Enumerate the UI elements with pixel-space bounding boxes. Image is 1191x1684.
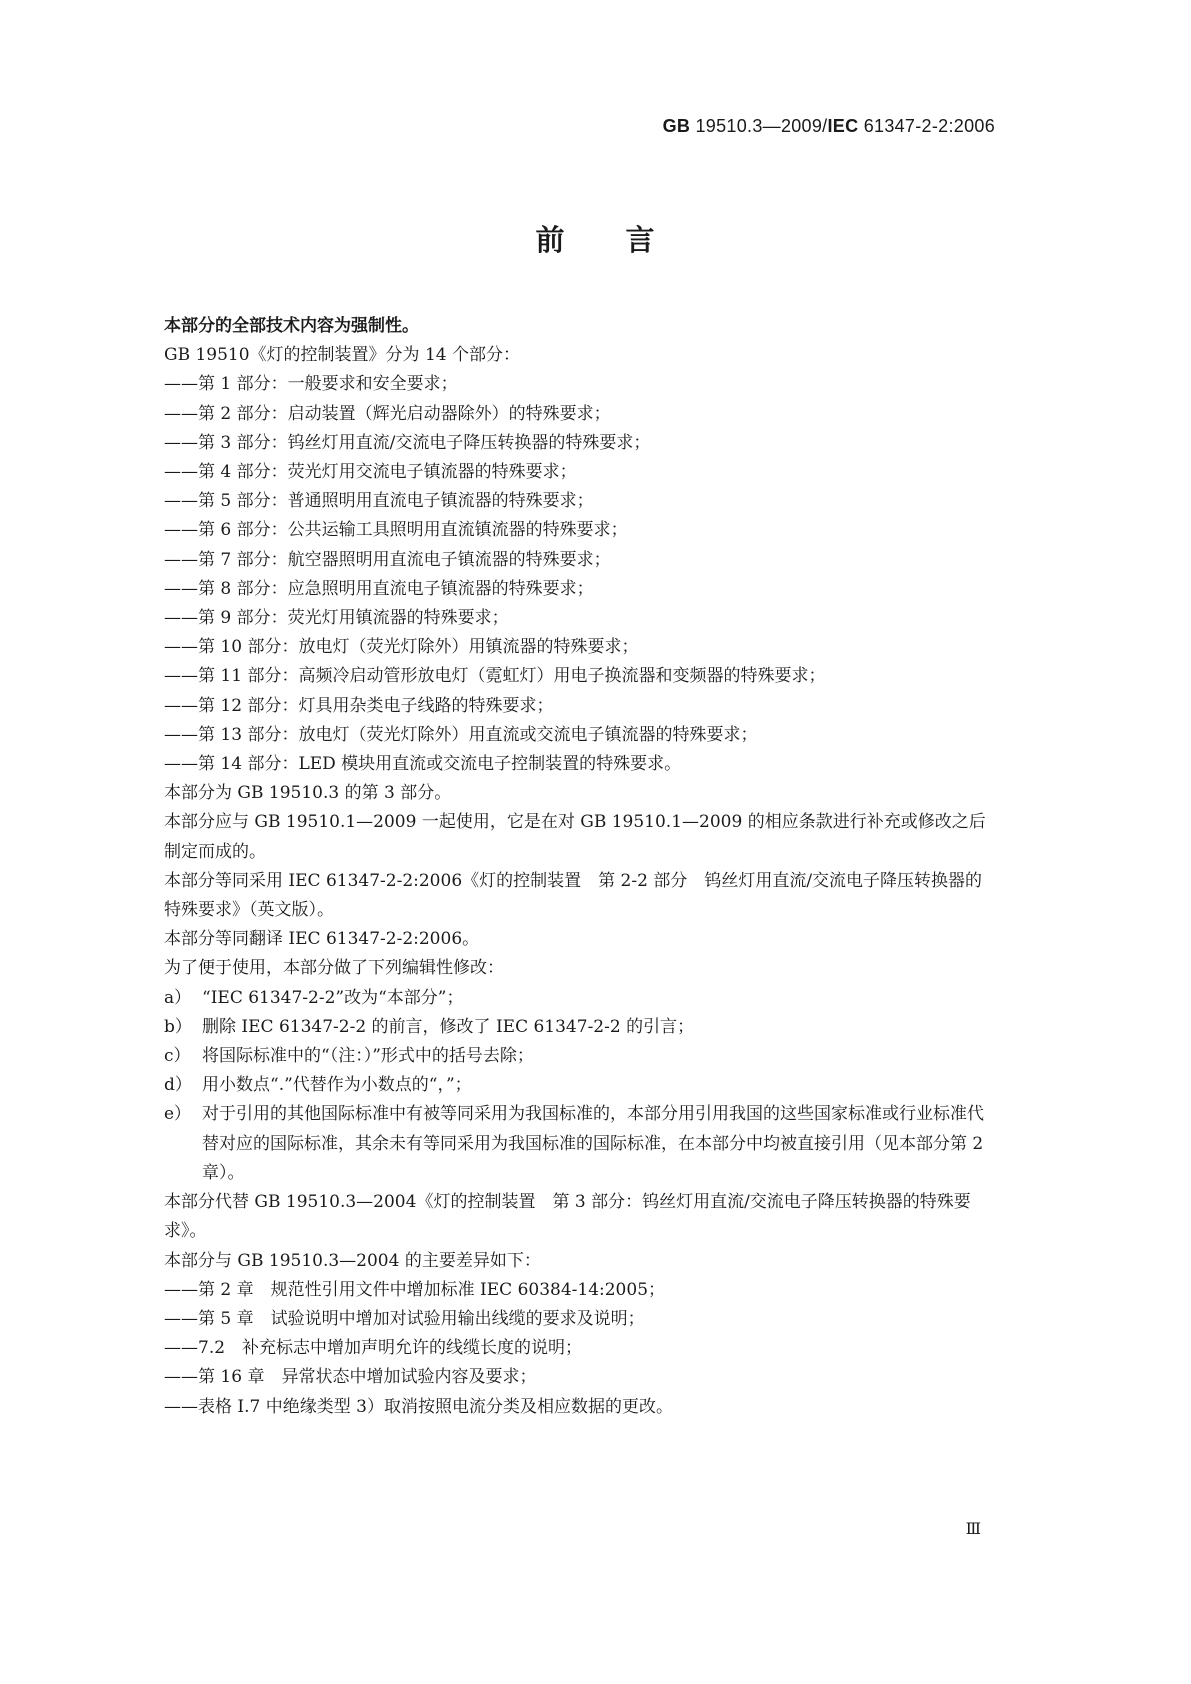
list-item: ——7.2 补充标志中增加声明允许的线缆长度的说明； — [164, 1338, 583, 1359]
page-number: Ⅲ — [965, 1519, 981, 1538]
title-char-1: 前 — [535, 223, 566, 257]
adopt-paragraph: 本部分等同采用 IEC 61347-2-2:2006《灯的控制装置 第 2-2 部分 钨丝灯用直流/交流电子降压转换器的特殊要求》（英文版）。 — [164, 870, 983, 921]
enum-text: 将国际标准中的“（注：）”形式中的括号去除； — [202, 1046, 534, 1067]
foreword-body — [164, 312, 996, 1422]
use-with-paragraph: 本部分应与 GB 19510.1—2009 一起使用，它是在对 GB 19510.1—2009 的相应条款进行补充或修改之后制定而成的。 — [164, 812, 986, 862]
enum-label: b） — [164, 1016, 192, 1037]
enum-text: 对于引用的其他国际标准中有被等同采用为我国标准的，本部分用引用我国的这些国家标准或行业标准代替对应的国际标准，其余未有等同采用为我国标准的国际标准，在本部分中均被直接引用（见本部分第 2 章）。 — [202, 1104, 984, 1183]
list-item: ——第 3 部分：钨丝灯用直流/交流电子降压转换器的特殊要求； — [164, 432, 651, 453]
std-iec-prefix: IEC — [827, 116, 859, 136]
std-prefix: GB — [662, 116, 691, 136]
list-item: ——第 2 章 规范性引用文件中增加标准 IEC 60384-14:2005； — [164, 1279, 666, 1300]
list-item: ——第 10 部分：放电灯（荧光灯除外）用镇流器的特殊要求； — [164, 637, 639, 658]
parts-list — [164, 370, 996, 779]
title-char-2: 言 — [625, 223, 656, 257]
enum-label: a） — [164, 987, 192, 1008]
list-item: ——表格 I.7 中绝缘类型 3）取消按照电流分类及相应数据的更改。 — [164, 1396, 673, 1417]
list-item — [164, 1013, 996, 1042]
list-item: ——第 13 部分：放电灯（荧光灯除外）用直流或交流电子镇流器的特殊要求； — [164, 724, 758, 745]
enum-text: 用小数点“.”代替作为小数点的“，”； — [202, 1075, 472, 1096]
list-item: ——第 2 部分：启动装置（辉光启动器除外）的特殊要求； — [164, 403, 611, 424]
enum-label: e） — [164, 1104, 192, 1125]
enum-text: 删除 IEC 61347-2-2 的前言，修改了 IEC 61347-2-2 的引言； — [202, 1016, 695, 1037]
edits-intro: 为了便于使用，本部分做了下列编辑性修改： — [164, 958, 504, 979]
diff-intro: 本部分与 GB 19510.3—2004 的主要差异如下： — [164, 1250, 541, 1271]
list-item: ——第 5 章 试验说明中增加对试验用输出线缆的要求及说明； — [164, 1308, 645, 1329]
list-item — [164, 1100, 996, 1188]
intro-line: GB 19510《灯的控制装置》分为 14 个部分： — [164, 345, 520, 366]
list-item — [164, 984, 996, 1013]
this-part-line: 本部分为 GB 19510.3 的第 3 部分。 — [164, 783, 452, 804]
std-iec: 61347-2-2:2006 — [858, 116, 995, 136]
enum-label: c） — [164, 1046, 191, 1067]
replaces-paragraph: 本部分代替 GB 19510.3—2004《灯的控制装置 第 3 部分：钨丝灯用直流/交流电子降压转换器的特殊要求》。 — [164, 1192, 971, 1242]
standard-code — [663, 116, 995, 137]
enum-label: d） — [164, 1075, 192, 1096]
list-item — [164, 1071, 996, 1100]
list-item: ——第 8 部分：应急照明用直流电子镇流器的特殊要求； — [164, 578, 594, 599]
diffs-list — [164, 1276, 996, 1422]
list-item: ——第 7 部分：航空器照明用直流电子镇流器的特殊要求； — [164, 549, 611, 570]
mandatory-statement: 本部分的全部技术内容为强制性。 — [164, 316, 419, 336]
list-item — [164, 1042, 996, 1071]
enum-text: “IEC 61347-2-2”改为“本部分”； — [202, 987, 464, 1008]
list-item: ——第 5 部分：普通照明用直流电子镇流器的特殊要求； — [164, 491, 594, 512]
page-title — [0, 218, 1191, 259]
edits-list — [164, 984, 996, 1188]
list-item: ——第 6 部分：公共运输工具照明用直流镇流器的特殊要求； — [164, 520, 628, 541]
list-item: ——第 9 部分：荧光灯用镇流器的特殊要求； — [164, 608, 509, 629]
list-item: ——第 1 部分：一般要求和安全要求； — [164, 374, 458, 395]
list-item: ——第 11 部分：高频冷启动管形放电灯（霓虹灯）用电子换流器和变频器的特殊要求； — [164, 666, 826, 687]
list-item: ——第 12 部分：灯具用杂类电子线路的特殊要求； — [164, 695, 554, 716]
list-item: ——第 4 部分：荧光灯用交流电子镇流器的特殊要求； — [164, 462, 577, 483]
list-item: ——第 16 章 异常状态中增加试验内容及要求； — [164, 1367, 537, 1388]
std-main: 19510.3—2009/ — [690, 116, 828, 136]
list-item: ——第 14 部分：LED 模块用直流或交流电子控制装置的特殊要求。 — [164, 754, 682, 775]
translate-line: 本部分等同翻译 IEC 61347-2-2:2006。 — [164, 929, 480, 950]
